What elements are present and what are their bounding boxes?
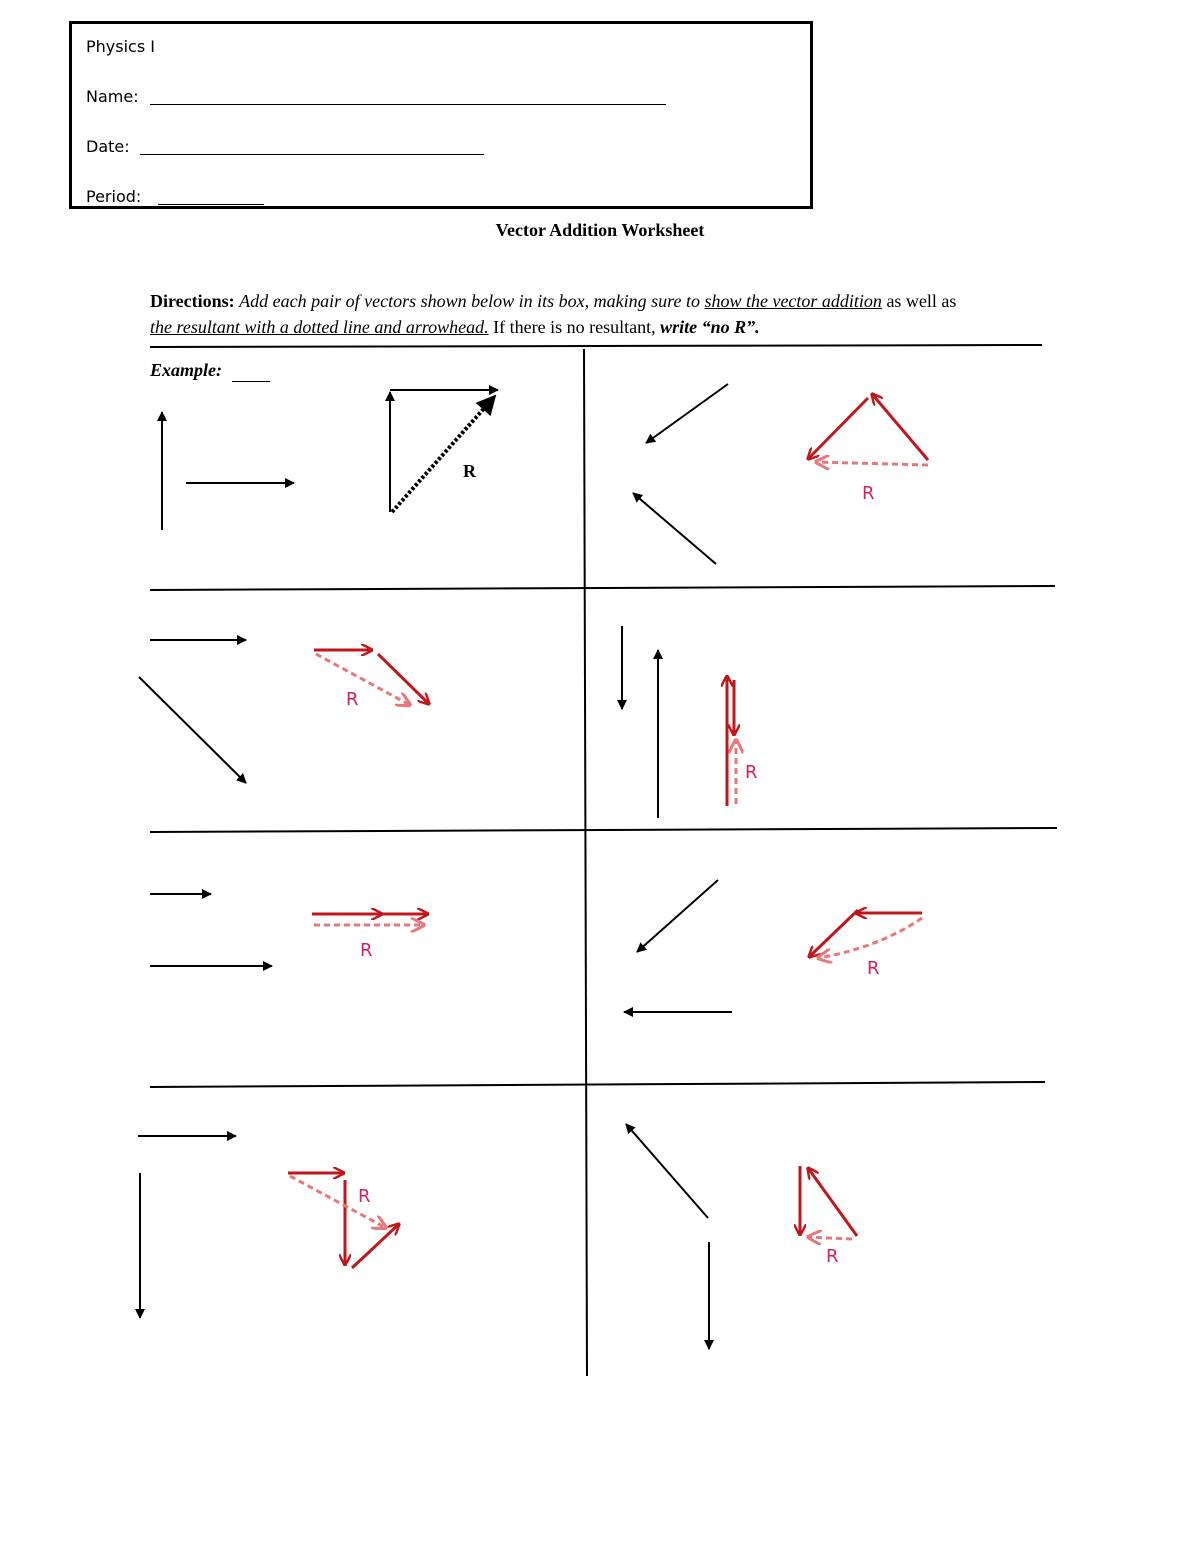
p7-resultant-label: R bbox=[826, 1246, 839, 1267]
problem-1-answer bbox=[808, 394, 928, 465]
p4-resultant-label: R bbox=[360, 940, 373, 961]
worksheet-title: Vector Addition Worksheet bbox=[495, 220, 705, 240]
problem-6-vectors bbox=[138, 1136, 236, 1318]
course-title: Physics I bbox=[86, 37, 155, 56]
p2-vector-b bbox=[139, 677, 246, 783]
problem-2-vectors bbox=[139, 640, 246, 783]
p5-resultant-label: R bbox=[867, 958, 880, 979]
problem-1-vectors bbox=[633, 384, 728, 564]
example-resultant-label: R bbox=[463, 461, 476, 481]
p7-answer-vector-diag bbox=[808, 1168, 857, 1236]
p1-answer-vector-2 bbox=[808, 398, 868, 459]
problem-2-answer bbox=[314, 650, 429, 705]
p2-resultant-label: R bbox=[346, 689, 359, 710]
directions-part1: Add each pair of vectors shown below in its box, making sure to bbox=[239, 291, 700, 311]
p7-vector-diag bbox=[626, 1124, 708, 1218]
p2-answer-resultant bbox=[316, 654, 410, 705]
directions-part4: the resultant with a dotted line and arrowhead. bbox=[150, 317, 489, 337]
problem-3-vectors bbox=[622, 626, 658, 818]
p1-vector-a bbox=[646, 384, 728, 443]
p5-answer-resultant bbox=[818, 918, 922, 958]
p1-answer-resultant bbox=[816, 462, 928, 465]
p6-resultant-label: R bbox=[358, 1186, 371, 1207]
grid-row3-line bbox=[150, 1082, 1045, 1087]
problem-5-vectors bbox=[624, 880, 732, 1012]
directions-part3: as well as bbox=[886, 291, 957, 311]
directions-part5: If there is no resultant, bbox=[493, 317, 656, 337]
problem-5-answer bbox=[809, 910, 922, 958]
example-label: Example: bbox=[150, 360, 222, 380]
grid-row1-line bbox=[150, 586, 1055, 590]
name-label: Name: bbox=[86, 87, 139, 106]
p7-answer-resultant bbox=[808, 1237, 852, 1239]
grid-lines bbox=[150, 345, 1057, 1376]
problem-6-answer bbox=[288, 1173, 399, 1268]
example-resultant bbox=[392, 396, 495, 512]
example-box bbox=[162, 390, 498, 530]
p6-answer-resultant bbox=[290, 1176, 386, 1228]
problem-4-vectors bbox=[150, 894, 272, 966]
p3-resultant-label: R bbox=[745, 762, 758, 783]
directions-part2: show the vector addition bbox=[704, 291, 882, 311]
p2-answer-vector-2 bbox=[378, 654, 429, 704]
date-label: Date: bbox=[86, 137, 130, 156]
p1-resultant-label: R bbox=[862, 483, 875, 504]
p5-answer-vector-2 bbox=[809, 910, 858, 957]
problem-7-answer bbox=[800, 1166, 857, 1239]
problem-4-answer bbox=[312, 914, 428, 925]
problem-7-vectors bbox=[626, 1124, 709, 1349]
grid-row2-line bbox=[150, 828, 1057, 832]
directions-lead: Directions: bbox=[150, 291, 235, 311]
problem-3-answer bbox=[727, 676, 736, 806]
p1-answer-vector-1 bbox=[872, 394, 928, 460]
period-label: Period: bbox=[86, 187, 142, 206]
grid-top-line bbox=[150, 345, 1042, 347]
directions-part6: write “no R”. bbox=[660, 317, 760, 337]
p5-vector-diag bbox=[637, 880, 718, 952]
p1-vector-b bbox=[633, 493, 716, 564]
grid-vertical-line bbox=[584, 349, 587, 1376]
p6-answer-vector-diag bbox=[352, 1224, 399, 1268]
